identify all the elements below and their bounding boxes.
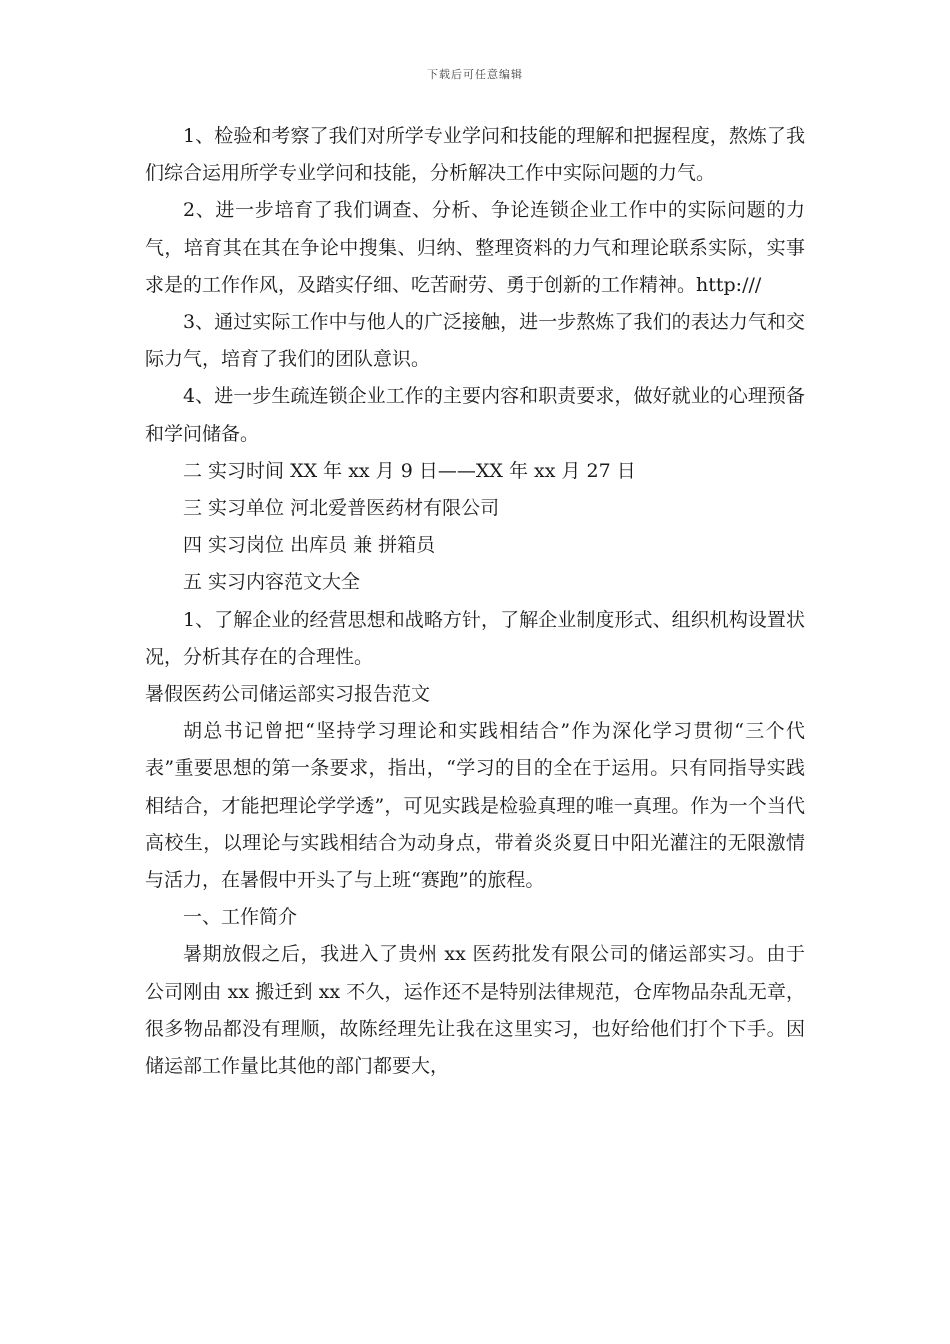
section-heading: 五 实习内容范文大全: [183, 571, 361, 594]
paragraph: 1、检验和考察了我们对所学专业学问和技能的理解和把握程度，熬炼了我们综合运用所学专业学问和技能，分析解决工作中实际问题的力气。: [145, 125, 805, 185]
document-title: 暑假医药公司储运部实习报告范文: [145, 683, 431, 706]
document-body: [145, 118, 805, 1085]
paragraph: 1、了解企业的经营思想和战略方针，了解企业制度形式、组织机构设置状况，分析其存在的合理性。: [145, 608, 805, 668]
section-heading: 四 实习岗位 出库员 兼 拼箱员: [183, 534, 436, 557]
paragraph: 暑期放假之后，我进入了贵州 xx 医药批发有限公司的储运部实习。由于公司刚由 xx 搬迁到 xx 不久，运作还不是特别法律规范，仓库物品杂乱无章，很多物品都没有理顺，故陈经理先让我在这里实习，也好给他们打个下手。因储运部工作量比其他的部门都要大，: [145, 943, 805, 1078]
paragraph: 3、通过实际工作中与他人的广泛接触，进一步熬炼了我们的表达力气和交际力气，培育了我们的团队意识。: [145, 311, 805, 371]
section-heading: 三 实习单位 河北爱普医药材有限公司: [183, 497, 500, 520]
paragraph: 胡总书记曾把“坚持学习理论和实践相结合”作为深化学习贯彻“三个代表”重要思想的第一条要求，指出，“学习的目的全在于运用。只有同指导实践相结合，才能把理论学学透”，可见实践是检验真理的唯一真理。作为一个当代高校生，以理论与实践相结合为动身点，带着炎炎夏日中阳光灌注的无限激情与活力，在暑假中开头了与上班“赛跑”的旅程。: [145, 720, 805, 892]
section-heading: 二 实习时间 XX 年 xx 月 9 日——XX 年 xx 月 27 日: [183, 459, 636, 482]
paragraph: 4、进一步生疏连锁企业工作的主要内容和职责要求，做好就业的心理预备和学问储备。: [145, 385, 805, 445]
paragraph: 2、进一步培育了我们调查、分析、争论连锁企业工作中的实际问题的力气，培育其在其在争论中搜集、归纳、整理资料的力气和理论联系实际，实事求是的工作作风，及踏实仔细、吃苦耐劳、勇于创新的工作精神。http:///: [145, 199, 805, 296]
section-heading: 一、工作简介: [183, 906, 298, 929]
page-header: 下载后可任意编辑: [427, 68, 523, 81]
